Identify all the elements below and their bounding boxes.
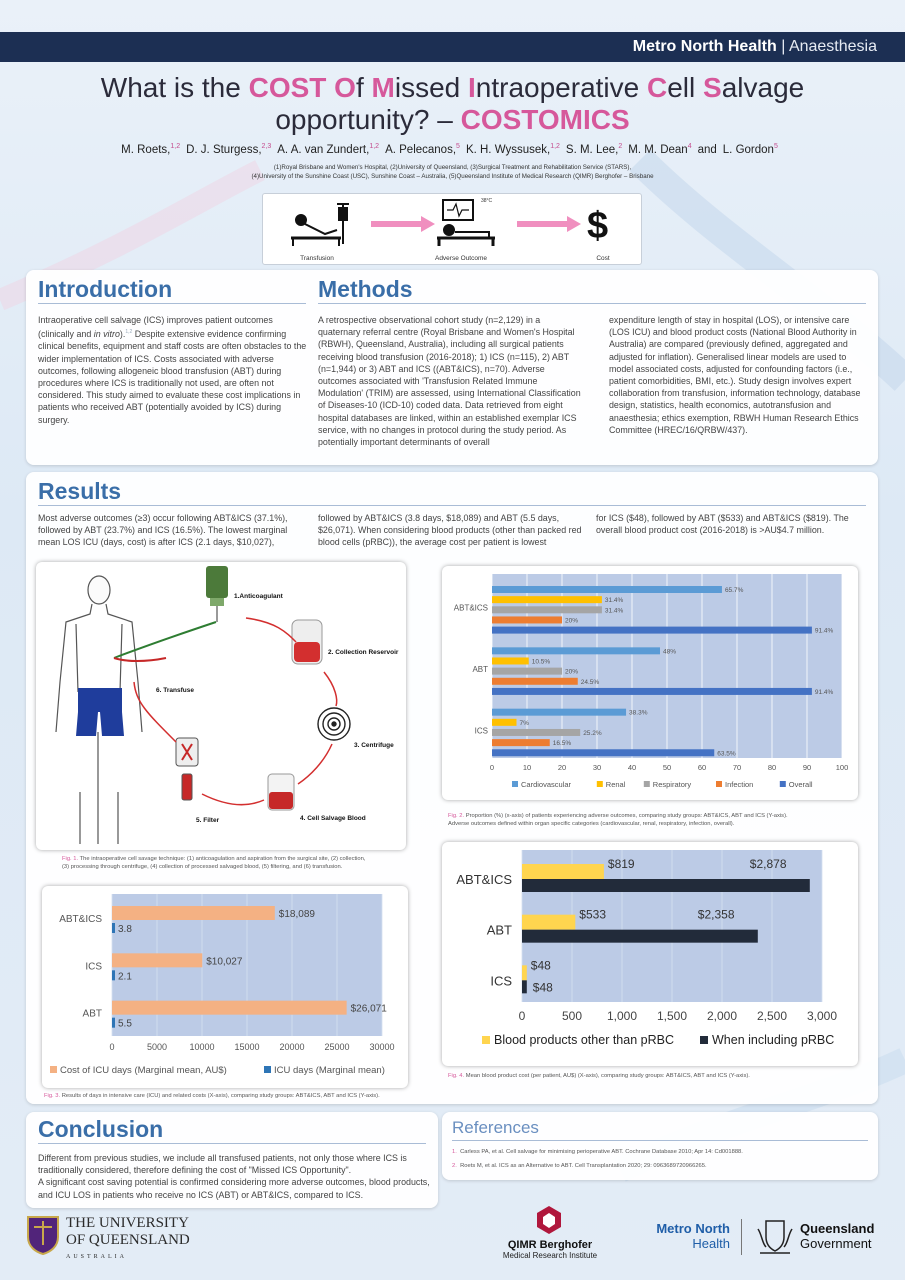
fig3-label-days-ABT: 5.5 [118, 1018, 132, 1030]
fig2-legend-swatch-Cardiovascular [512, 781, 518, 787]
fig3-xtick-30000: 30000 [369, 1042, 395, 1052]
references-panel [442, 1112, 878, 1180]
fig3-chart-box [42, 886, 408, 1088]
fig3-xtick-25000: 25000 [324, 1042, 350, 1052]
fig4-chart-box [442, 842, 858, 1066]
fig4-category-ABT: ABT [486, 922, 512, 938]
fig2-caption: Fig. 2. Proportion (%) (x-axis) of patients experiencing adverse outcomes, comparing study groups: ABT&ICS, ABT and ICS (Y-axis). Adverse outcomes defined within organ specific categories (cardiovascular, renal, respiratory, infection, overall). [448, 813, 788, 827]
fig2-bar-ABT-Renal [492, 657, 529, 664]
flow-label-cost: Cost [596, 255, 610, 262]
fig2-label-ICS-Cardiovascular: 38.3% [629, 709, 648, 717]
conclusion-heading: Conclusion [38, 1116, 164, 1142]
author-2: A. A. van Zundert,$^{1,2}$ [277, 143, 380, 156]
introduction-text: Intraoperative cell salvage (ICS) improves patient outcomes (clinically and in vitro).$^{1,2}$ Despite extensive evidence confirming clinical benefits, equipment and staff costs are often obstacles to the wider implementation of ICS. Costs associated with adverse outcomes, following allogeneic blood transfusion (ABT) during procedures where ICS is traditionally not used, are often not considered. This study aimed to evaluate these cost implications in patients who received ABT (potentially avoided by ICS) during surgery. [38, 315, 307, 425]
cell-salvage-diagram [36, 562, 406, 850]
fig2-label-ABT-Cardiovascular: 48% [663, 648, 677, 656]
fig4-legend-0: Blood products other than pRBC [494, 1033, 674, 1047]
fig2-bar-ICS-Cardiovascular [492, 709, 626, 716]
fig4-bar-prbc-ABT [522, 930, 758, 943]
fig2-xtick-60: 60 [697, 763, 707, 772]
fig2-legend-Cardiovascular: Cardiovascular [521, 780, 572, 789]
fig3-label-cost-ICS: $10,027 [206, 956, 243, 968]
fig1-label-3: 3. Centrifuge [354, 742, 394, 749]
references-heading: References [452, 1118, 539, 1137]
poster-title: What is the COST Of Missed Intraoperative Cell Salvage opportunity? – COSTOMICS [100, 72, 805, 135]
fig2-label-ICS-Infection: 16.5% [552, 740, 572, 748]
fig2-label-ICS-Overall: 63.5% [717, 750, 736, 758]
qld-coat-of-arms-icon [754, 1217, 796, 1257]
fig2-chart-box [442, 566, 858, 800]
author-3: A. Pelecanos,$^5$ [385, 143, 460, 156]
fig1-label-6: 6. Transfuse [156, 687, 194, 694]
footer-logos [0, 1205, 905, 1280]
qimr-logo-text: QIMR Berghofer Medical Research Institute [502, 1239, 598, 1260]
fig4-label-prbc-ABT&ICS: $2,878 [749, 857, 787, 871]
qld-gov-logo-text: Queensland Government [800, 1221, 875, 1251]
fig1-illustration [36, 562, 406, 850]
fig3-xtick-10000: 10000 [189, 1042, 215, 1052]
fig3-bar-cost-ICS [112, 953, 202, 967]
results-text-col3: for ICS ($48), followed by ABT ($533) and ABT&ICS ($819). The overall blood product cost (2016-2018) is >AU$4.7 million. [596, 513, 849, 536]
qimr-logo-icon [536, 1205, 562, 1235]
fig1-label-5: 5. Filter [196, 817, 220, 824]
fig4-bar-prbc-ABT&ICS [522, 879, 810, 892]
anticoagulant-bag-icon [206, 566, 228, 622]
affiliations: (1)Royal Brisbane and Women's Hospital, (2)University of Queensland, (3)Surgical Treatment and Rehabilitation Service (STARS), (4)University of the Sunshine Coast (USC), Sunshine Coast – Australia, (5)Queensland Institute of Medical Research (QIMR) Berghofer – Brisbane [251, 164, 654, 180]
fig2-legend-swatch-Infection [716, 781, 722, 787]
flow-label-adverse: Adverse Outcome [434, 255, 488, 262]
methods-text-col1: A retrospective observational cohort study (n=2,129) in a quaternary referral centre (Royal Brisbane and Women's Hospital (RBWH), Queensland, Australia), including all surgical patients receiving blood transfusion (2016-2018); 1) ICS (n=115), 2) ABT (n=1,944) or 3) ABT and ICS ((ABT&ICS), n=70). Adverse outcomes associated with 'Transfusion Related Immune Modulation' (TRIM) are assessed, using International Classification of Diseases-10 (ICD-10) coded data. Data retrieved from eight hospital databases are linked, within an established exemplar ICS service, with no changes in protocol during the study period. As potentially important determinants of overall [318, 315, 581, 448]
fig3-bar-cost-ABT&ICS [112, 906, 275, 920]
collection-reservoir-icon [292, 620, 322, 664]
author-7: and [697, 143, 717, 156]
fig2-xtick-30: 30 [592, 763, 602, 772]
fig4-legend-swatch-1 [700, 1036, 708, 1044]
fig2-bar-ABT-Respiratory [492, 668, 562, 675]
uq-logo-text: THE UNIVERSITY OF QUEENSLAND AUSTRALIA [66, 1215, 190, 1260]
fig4-caption: Fig. 4. Mean blood product cost (per patient, AU$) (X-axis), comparing study groups: ABT&ICS, ABT and ICS (Y-axis). [448, 1073, 750, 1079]
top-banner [0, 32, 905, 62]
fig2-bar-ICS-Infection [492, 739, 550, 746]
fig2-bar-ABT-Cardiovascular [492, 647, 660, 654]
fig3-label-cost-ABT&ICS: $18,089 [278, 909, 315, 920]
results-text-col1: Most adverse outcomes (≥3) occur following ABT&ICS (37.1%), followed by ABT (23.7%) and ICS (16.5%). The lowest marginal mean LOS ICU (days, cost) is after ICS (2.1 days, $10,027), [38, 513, 288, 548]
fig3-label-cost-ABT: $26,071 [350, 1003, 387, 1015]
fig3-chart [42, 886, 408, 1088]
fig3-legend-swatch-0 [50, 1066, 57, 1073]
concept-flow-graphic [262, 193, 642, 265]
fig4-label-prbc-ABT: $2,358 [697, 907, 735, 922]
fig4-bar-other-ICS [522, 965, 527, 980]
fig2-legend-swatch-Overall [780, 781, 786, 787]
fig2-category-ABT: ABT [472, 665, 488, 674]
fig2-legend-Renal: Renal [605, 780, 626, 789]
mnh-logo-text: Metro North Health [656, 1221, 730, 1251]
author-8: L. Gordon$^5$ [722, 143, 778, 156]
fig2-xtick-50: 50 [662, 763, 672, 772]
fig2-bar-ICS-Overall [492, 749, 714, 756]
methods-heading: Methods [318, 276, 413, 302]
fig2-bar-ABT-Overall [492, 688, 812, 695]
fig2-category-ICS: ICS [474, 726, 488, 736]
fig4-xtick-500: 500 [561, 1009, 583, 1023]
author-4: K. H. Wyssusek,$^{1,2}$ [465, 143, 560, 156]
fig2-label-ABT-Respiratory: 20% [565, 668, 579, 676]
fig3-xtick-20000: 20000 [279, 1042, 305, 1052]
author-5: S. M. Lee,$^2$ [565, 143, 623, 156]
author-1: D. J. Sturgess,$^{2,3}$ [186, 143, 272, 156]
adverse-outcome-icon [437, 200, 495, 246]
fig2-bar-ICS-Respiratory [492, 729, 580, 736]
fig3-bar-days-ABT [112, 1018, 115, 1028]
fig2-legend-Respiratory: Respiratory [652, 780, 692, 789]
fig2-xtick-10: 10 [522, 763, 532, 772]
fig1-label-4: 4. Cell Salvage Blood [300, 815, 366, 822]
fig1-label-2: 2. Collection Reservoir [328, 649, 399, 656]
centrifuge-icon [318, 708, 350, 740]
introduction-heading: Introduction [38, 276, 173, 302]
fig2-label-ABT-Infection: 24.5% [580, 678, 600, 686]
cell-salvage-blood-bag-icon [268, 774, 294, 810]
fig2-bar-ABT&ICS-Infection [492, 616, 562, 623]
fig2-bar-ABT&ICS-Respiratory [492, 606, 602, 613]
fig2-label-ABT&ICS-Overall: 91.4% [814, 627, 834, 635]
fig4-legend-swatch-0 [482, 1036, 490, 1044]
fig1-caption: Fig. 1. The intraoperative cell savage technique: (1) anticoagulation and aspiration from the surgical site, (2) collection, (3) processing through centrifuge, (4) collection of processed salvaged blood, (5) filtering, and (6) transfusion. [62, 856, 366, 870]
fig3-legend-1: ICU days (Marginal mean) [274, 1065, 385, 1076]
fig3-caption: Fig. 3. Results of days in intensive care (ICU) and related costs (X-axis), comparing study groups: ABT&ICS, ABT and ICS (Y-axis). [44, 1093, 380, 1099]
fig4-xtick-0: 0 [518, 1009, 526, 1023]
conclusion-panel [26, 1112, 438, 1208]
fig2-bar-ICS-Renal [492, 719, 517, 726]
fig3-bar-cost-ABT [112, 1001, 347, 1015]
fig4-chart [442, 842, 858, 1066]
logo-divider [741, 1219, 742, 1255]
fig3-xtick-0: 0 [109, 1042, 115, 1052]
fig2-bar-ABT&ICS-Renal [492, 596, 602, 603]
fig3-legend-0: Cost of ICU days (Marginal mean, AU$) [60, 1065, 227, 1076]
org-name: Metro North Health | Anaesthesia [632, 38, 877, 55]
fig2-xtick-90: 90 [802, 763, 812, 772]
fig4-category-ABT&ICS: ABT&ICS [456, 872, 512, 887]
transfusion-icon [291, 204, 349, 246]
fig4-label-other-ABT: $533 [579, 907, 607, 922]
fig2-bar-ABT&ICS-Cardiovascular [492, 586, 722, 593]
fig2-chart [442, 566, 858, 800]
reference-1: 1. Carless PA, et al. Cell salvage for minimising perioperative ABT. Cochrane Database 2010; Apr 14: Cd001888. [452, 1149, 743, 1155]
fig2-label-ABT&ICS-Infection: 20% [565, 617, 579, 625]
intro-methods-panel [26, 270, 878, 465]
fig2-label-ABT-Renal: 10.5% [531, 658, 551, 666]
shorts-shape [78, 688, 122, 712]
fig4-label-other-ABT&ICS: $819 [607, 857, 635, 871]
fig3-category-ABT&ICS: ABT&ICS [59, 914, 102, 925]
fig2-legend-Overall: Overall [788, 780, 813, 789]
fig2-label-ABT&ICS-Respiratory: 31.4% [604, 607, 624, 615]
fig3-category-ICS: ICS [85, 961, 102, 973]
fig3-xtick-15000: 15000 [234, 1042, 260, 1052]
methods-text-col2: expenditure length of stay in hospital (LOS), or intensive care (LOS ICU) and blood product costs (National Blood Authority in Australia) are compared (previously defined, aggregated and adjusted for inflation). Generalised linear models are used to model associated costs, adjusted for confounding factors (i.e., patient comorbidities, BMI, etc.). Study design involves expert collaboration from transfusion, information technology, database design, statistics, health economics, autotransfusion and anaesthesia; ethics exemption, RBWH Human Research Ethics Committee (HREC/16/QRBW/437). [609, 315, 861, 435]
fig1-label-1: 1.Anticoagulant [234, 593, 283, 600]
fig2-xtick-80: 80 [767, 763, 777, 772]
fig4-label-prbc-ICS: $48 [532, 980, 553, 995]
fig2-xtick-70: 70 [732, 763, 742, 772]
author-list [40, 143, 865, 156]
flow-label-transfusion: Transfusion [300, 255, 334, 262]
results-heading: Results [38, 478, 122, 504]
fig4-xtick-2,500: 2,500 [756, 1009, 788, 1023]
conclusion-text: Different from previous studies, we include all transfused patients, not only those where ICS is traditionally considered, therefore defining the cost of "Missed ICS Opportunity". A significant cost saving potential is confirmed considering more adverse outcomes, blood products, and ICU LOS in patients who receive no ICS (ABT) or ABT&ICS, compared to ICS. [38, 1153, 430, 1200]
fig4-xtick-1,000: 1,000 [606, 1009, 638, 1023]
fig2-label-ABT&ICS-Renal: 31.4% [604, 597, 624, 605]
fig2-xtick-20: 20 [557, 763, 567, 772]
fig3-bar-days-ICS [112, 970, 115, 980]
fig3-label-days-ABT&ICS: 3.8 [118, 924, 132, 935]
fig2-label-ICS-Respiratory: 25.2% [583, 729, 602, 737]
fig4-bar-prbc-ICS [522, 980, 527, 993]
author-6: M. M. Dean$^4$ [628, 143, 692, 156]
fig4-category-ICS: ICS [490, 973, 512, 989]
fig4-bar-other-ABT&ICS [522, 864, 604, 879]
fig2-xtick-0: 0 [489, 763, 495, 772]
reference-2: 2. Roets M, et al. ICS as an Alternative to ABT. Cell Transplantation 2020; 29: 0963689720966265. [452, 1163, 707, 1169]
fig3-label-days-ICS: 2.1 [118, 971, 132, 983]
fig2-xtick-40: 40 [627, 763, 637, 772]
fig2-legend-swatch-Respiratory [644, 781, 650, 787]
fig4-label-other-ICS: $48 [530, 958, 551, 973]
fig2-legend-swatch-Renal [597, 781, 603, 787]
fig3-xtick-5000: 5000 [146, 1042, 168, 1052]
filter-icon [176, 738, 198, 800]
author-0: M. Roets,$^{1,2}$ [121, 143, 181, 156]
fig2-legend-Infection: Infection [725, 780, 754, 789]
fig4-bar-other-ABT [522, 915, 575, 930]
fig4-legend-1: When including pRBC [712, 1033, 835, 1047]
fig3-legend-swatch-1 [264, 1066, 271, 1073]
fig2-label-ABT&ICS-Cardiovascular: 65.7% [724, 587, 744, 594]
fig2-label-ABT-Overall: 91.4% [814, 688, 834, 696]
dollar-icon: $ [587, 205, 609, 247]
results-text-col2: followed by ABT&ICS (3.8 days, $18,089) and ABT (5.5 days, $26,071). When considering blood products (other than packed red blood cells (pRBC)), the average cost per patient is lowest [318, 513, 582, 548]
fig2-label-ICS-Renal: 7% [519, 719, 529, 727]
uq-crest-icon [26, 1215, 60, 1255]
temp-label: 38°C [481, 198, 493, 204]
fig4-xtick-2,000: 2,000 [706, 1009, 738, 1023]
fig3-bar-days-ABT&ICS [112, 923, 115, 933]
fig2-category-ABT&ICS: ABT&ICS [453, 603, 488, 613]
fig2-bar-ABT-Infection [492, 678, 578, 685]
fig2-xtick-100: 100 [835, 763, 849, 772]
fig4-xtick-1,500: 1,500 [656, 1009, 688, 1023]
fig2-bar-ABT&ICS-Overall [492, 627, 812, 634]
fig4-xtick-3,000: 3,000 [806, 1009, 838, 1023]
fig3-category-ABT: ABT [82, 1008, 102, 1020]
